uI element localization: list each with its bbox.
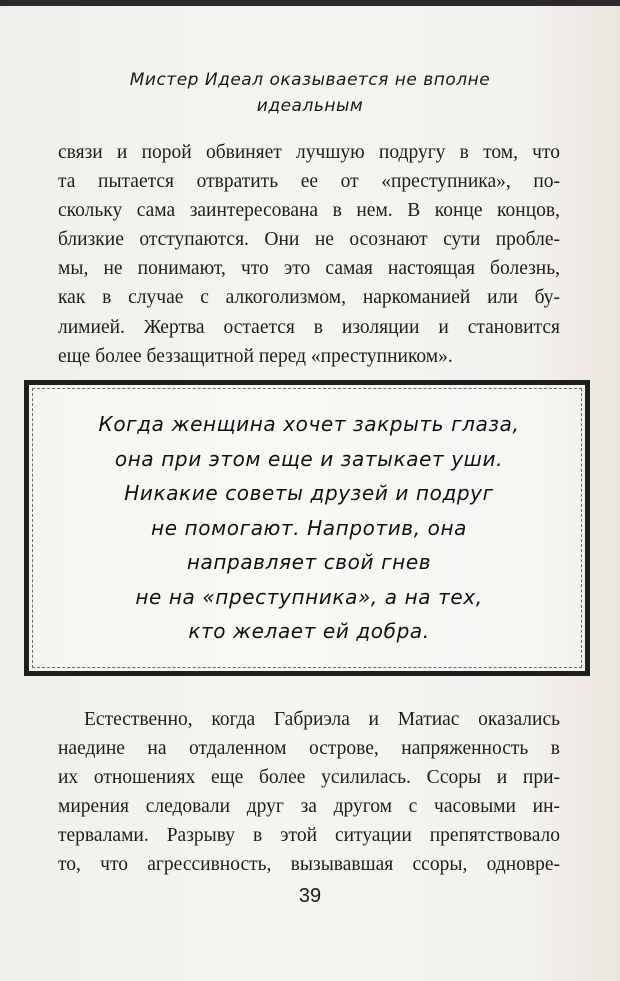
paragraph-2-line: Естественно, когда Габриэла и Матиас оказались [84,709,560,730]
paragraph-1-line: еще более беззащитной перед «преступником». [58,345,453,367]
pull-quote-line: Никакие советы друзей и подруг [124,481,494,505]
paragraph-2-line: мирения следовали друг за другом с часовыми ин- [58,796,560,818]
pull-quote-line: направляет свой гнев [186,550,432,574]
page-number: 39 [298,885,322,907]
running-head-line-2: идеальным [256,96,364,116]
paragraph-1-line: лимией. Жертва остается в изоляции и становится [58,316,560,338]
pull-quote-line: не помогают. Напротив, она [151,515,467,540]
paragraph-1 [58,138,560,371]
paragraph-2-line: тервалами. Разрыву в этой ситуации препятствовало [58,825,560,847]
pull-quote-line: не на «преступника», а на тех, [135,584,483,609]
paragraph-1-line: связи и порой обвиняет лучшую подругу в том, что [58,142,560,163]
paragraph-1-line: близкие отступаются. Они не осознают сути пробле- [58,229,560,251]
pull-quote-line: Когда женщина хочет закрыть глаза, [98,412,520,436]
pull-quote-line: она при этом еще и затыкает уши. [114,446,504,471]
paragraph-2-line: то, что агрессивность, вызывавшая ссоры, одновре- [58,854,560,876]
running-head-line-1: Мистер Идеал оказывается не вполне [129,70,491,90]
paragraph-1-line: та пытается отвратить ее от «преступника», по- [58,171,560,193]
pull-quote-box [24,380,590,676]
paragraph-1-line: мы, не понимают, что это самая настоящая болезнь, [58,258,560,280]
paragraph-1-line: скольку сама заинтересована в нем. В конце концов, [58,200,560,222]
paragraph-2-line: их отношениях еще более усилилась. Ссоры и при- [58,767,560,789]
paragraph-2-line: наедине на отдаленном острове, напряженность в [58,738,560,760]
pull-quote-line: кто желает ей добра. [188,619,430,643]
paragraph-2 [58,705,560,880]
page-top-edge [0,0,620,6]
pull-quote-text [49,407,569,649]
paragraph-1-line: как в случае с алкоголизмом, наркоманией или бу- [58,287,560,309]
